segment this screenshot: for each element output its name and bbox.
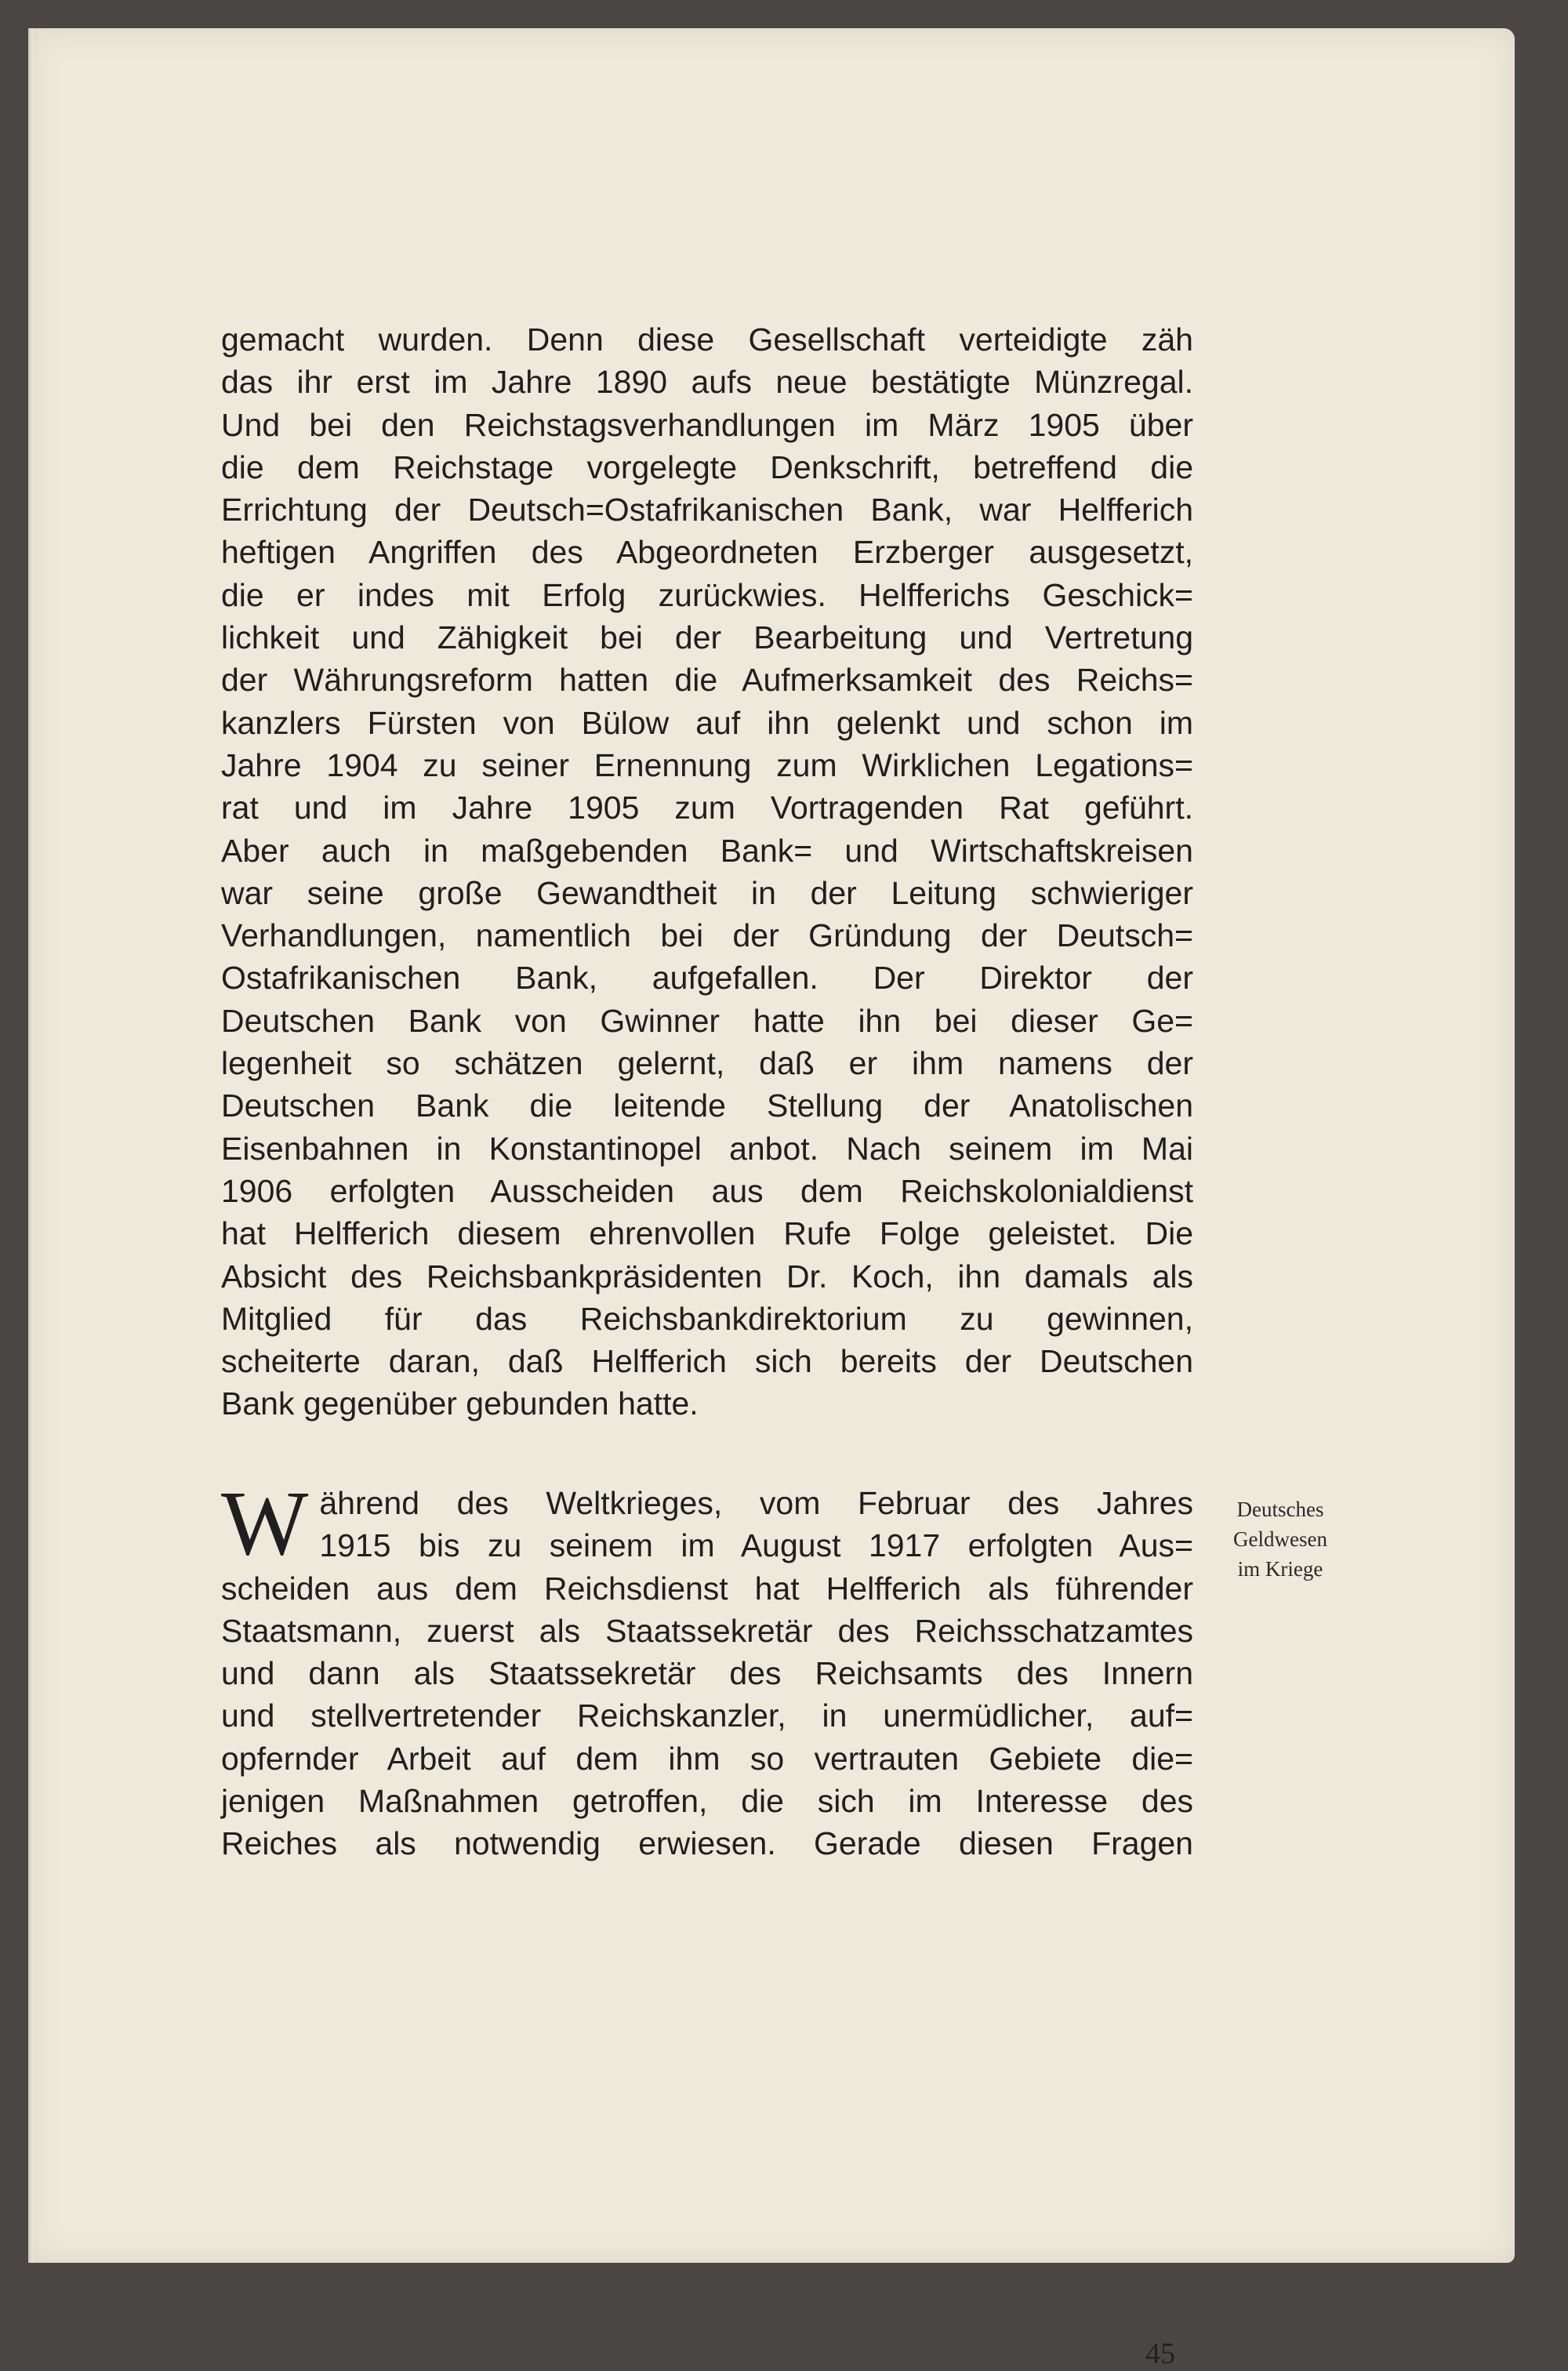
text-line: Mitglied für das Reichsbankdirektorium zu gewinnen,: [221, 1300, 1193, 1337]
text-line: die er indes mit Erfolg zurückwies. Helfferichs Geschick=: [221, 576, 1193, 613]
text-line: hat Helfferich diesem ehrenvollen Rufe Folge geleistet. Die: [221, 1215, 1193, 1252]
text-line: legenheit so schätzen gelernt, daß er ihm namens der: [221, 1045, 1193, 1082]
text-line: scheiden aus dem Reichsdienst hat Helfferich als führender: [221, 1570, 1193, 1607]
text-line: scheiterte daran, daß Helfferich sich bereits der Deutschen: [221, 1343, 1193, 1380]
text-line: Bank gegenüber gebunden hatte.: [221, 1385, 699, 1422]
text-line: Deutschen Bank von Gwinner hatte ihn bei dieser Ge=: [221, 1002, 1193, 1039]
marginal-note: [1214, 1494, 1347, 1584]
text-line: und dann als Staatssekretär des Reichsamts des Innern: [221, 1655, 1193, 1692]
text-line: lichkeit und Zähigkeit bei der Bearbeitung und Vertretung: [221, 619, 1193, 656]
text-line: ährend des Weltkrieges, vom Februar des Jahres: [319, 1485, 1193, 1521]
text-line: 1906 erfolgten Ausscheiden aus dem Reichskolonialdienst: [221, 1172, 1193, 1209]
text-line: Aber auch in maßgebenden Bank= und Wirtschaftskreisen: [221, 832, 1193, 869]
text-line: Ostafrikanischen Bank, aufgefallen. Der Direktor der: [221, 960, 1193, 997]
marginal-note-line: Geldwesen: [1233, 1527, 1327, 1551]
text-line: Eisenbahnen in Konstantinopel anbot. Nach seinem im Mai: [221, 1130, 1193, 1167]
text-line: die dem Reichstage vorgelegte Denkschrift, betreffend die: [221, 448, 1193, 485]
text-line: und stellvertretender Reichskanzler, in unermüdlicher, auf=: [221, 1697, 1193, 1734]
text-line: Absicht des Reichsbankpräsidenten Dr. Koch, ihn damals als: [221, 1258, 1193, 1294]
drop-cap: W: [221, 1472, 309, 1574]
text-line: rat und im Jahre 1905 zum Vortragenden Rat geführt.: [221, 790, 1193, 826]
text-line: Errichtung der Deutsch=Ostafrikanischen Bank, war Helfferich: [221, 492, 1193, 528]
text-line: Jahre 1904 zu seiner Ernennung zum Wirklichen Legations=: [221, 746, 1193, 783]
text-line: jenigen Maßnahmen getroffen, die sich im Interesse des: [221, 1783, 1193, 1820]
text-line: der Währungsreform hatten die Aufmerksamkeit des Reichs=: [221, 662, 1193, 699]
text-line: Verhandlungen, namentlich bei der Gründung der Deutsch=: [221, 917, 1193, 954]
text-line: heftigen Angriffen des Abgeordneten Erzberger ausgesetzt,: [221, 534, 1193, 571]
text-line: das ihr erst im Jahre 1890 aufs neue bestätigte Münzregal.: [221, 364, 1193, 401]
page-spine-shadow: [28, 28, 33, 2263]
paragraph-1: [221, 318, 1193, 1425]
text-line: Reiches als notwendig erwiesen. Gerade diesen Fragen: [221, 1825, 1193, 1862]
text-line: 1915 bis zu seinem im August 1917 erfolgten Aus=: [319, 1527, 1193, 1564]
text-line: Und bei den Reichstagsverhandlungen im März 1905 über: [221, 406, 1193, 443]
marginal-note-line: im Kriege: [1237, 1557, 1323, 1581]
text-line: Deutschen Bank die leitende Stellung der Anatolischen: [221, 1087, 1193, 1124]
marginal-note-line: Deutsches: [1236, 1498, 1324, 1521]
text-line: kanzlers Fürsten von Bülow auf ihn gelenkt und schon im: [221, 704, 1193, 741]
paragraph-2: [221, 1472, 1193, 1865]
text-line: opfernder Arbeit auf dem ihm so vertrauten Gebiete die=: [221, 1740, 1193, 1777]
page-number: 45: [1145, 2337, 1175, 2370]
text-line: gemacht wurden. Denn diese Gesellschaft verteidigte zäh: [221, 321, 1193, 358]
text-line: war seine große Gewandtheit in der Leitung schwieriger: [221, 874, 1193, 911]
text-line: Staatsmann, zuerst als Staatssekretär des Reichsschatzamtes: [221, 1612, 1193, 1649]
